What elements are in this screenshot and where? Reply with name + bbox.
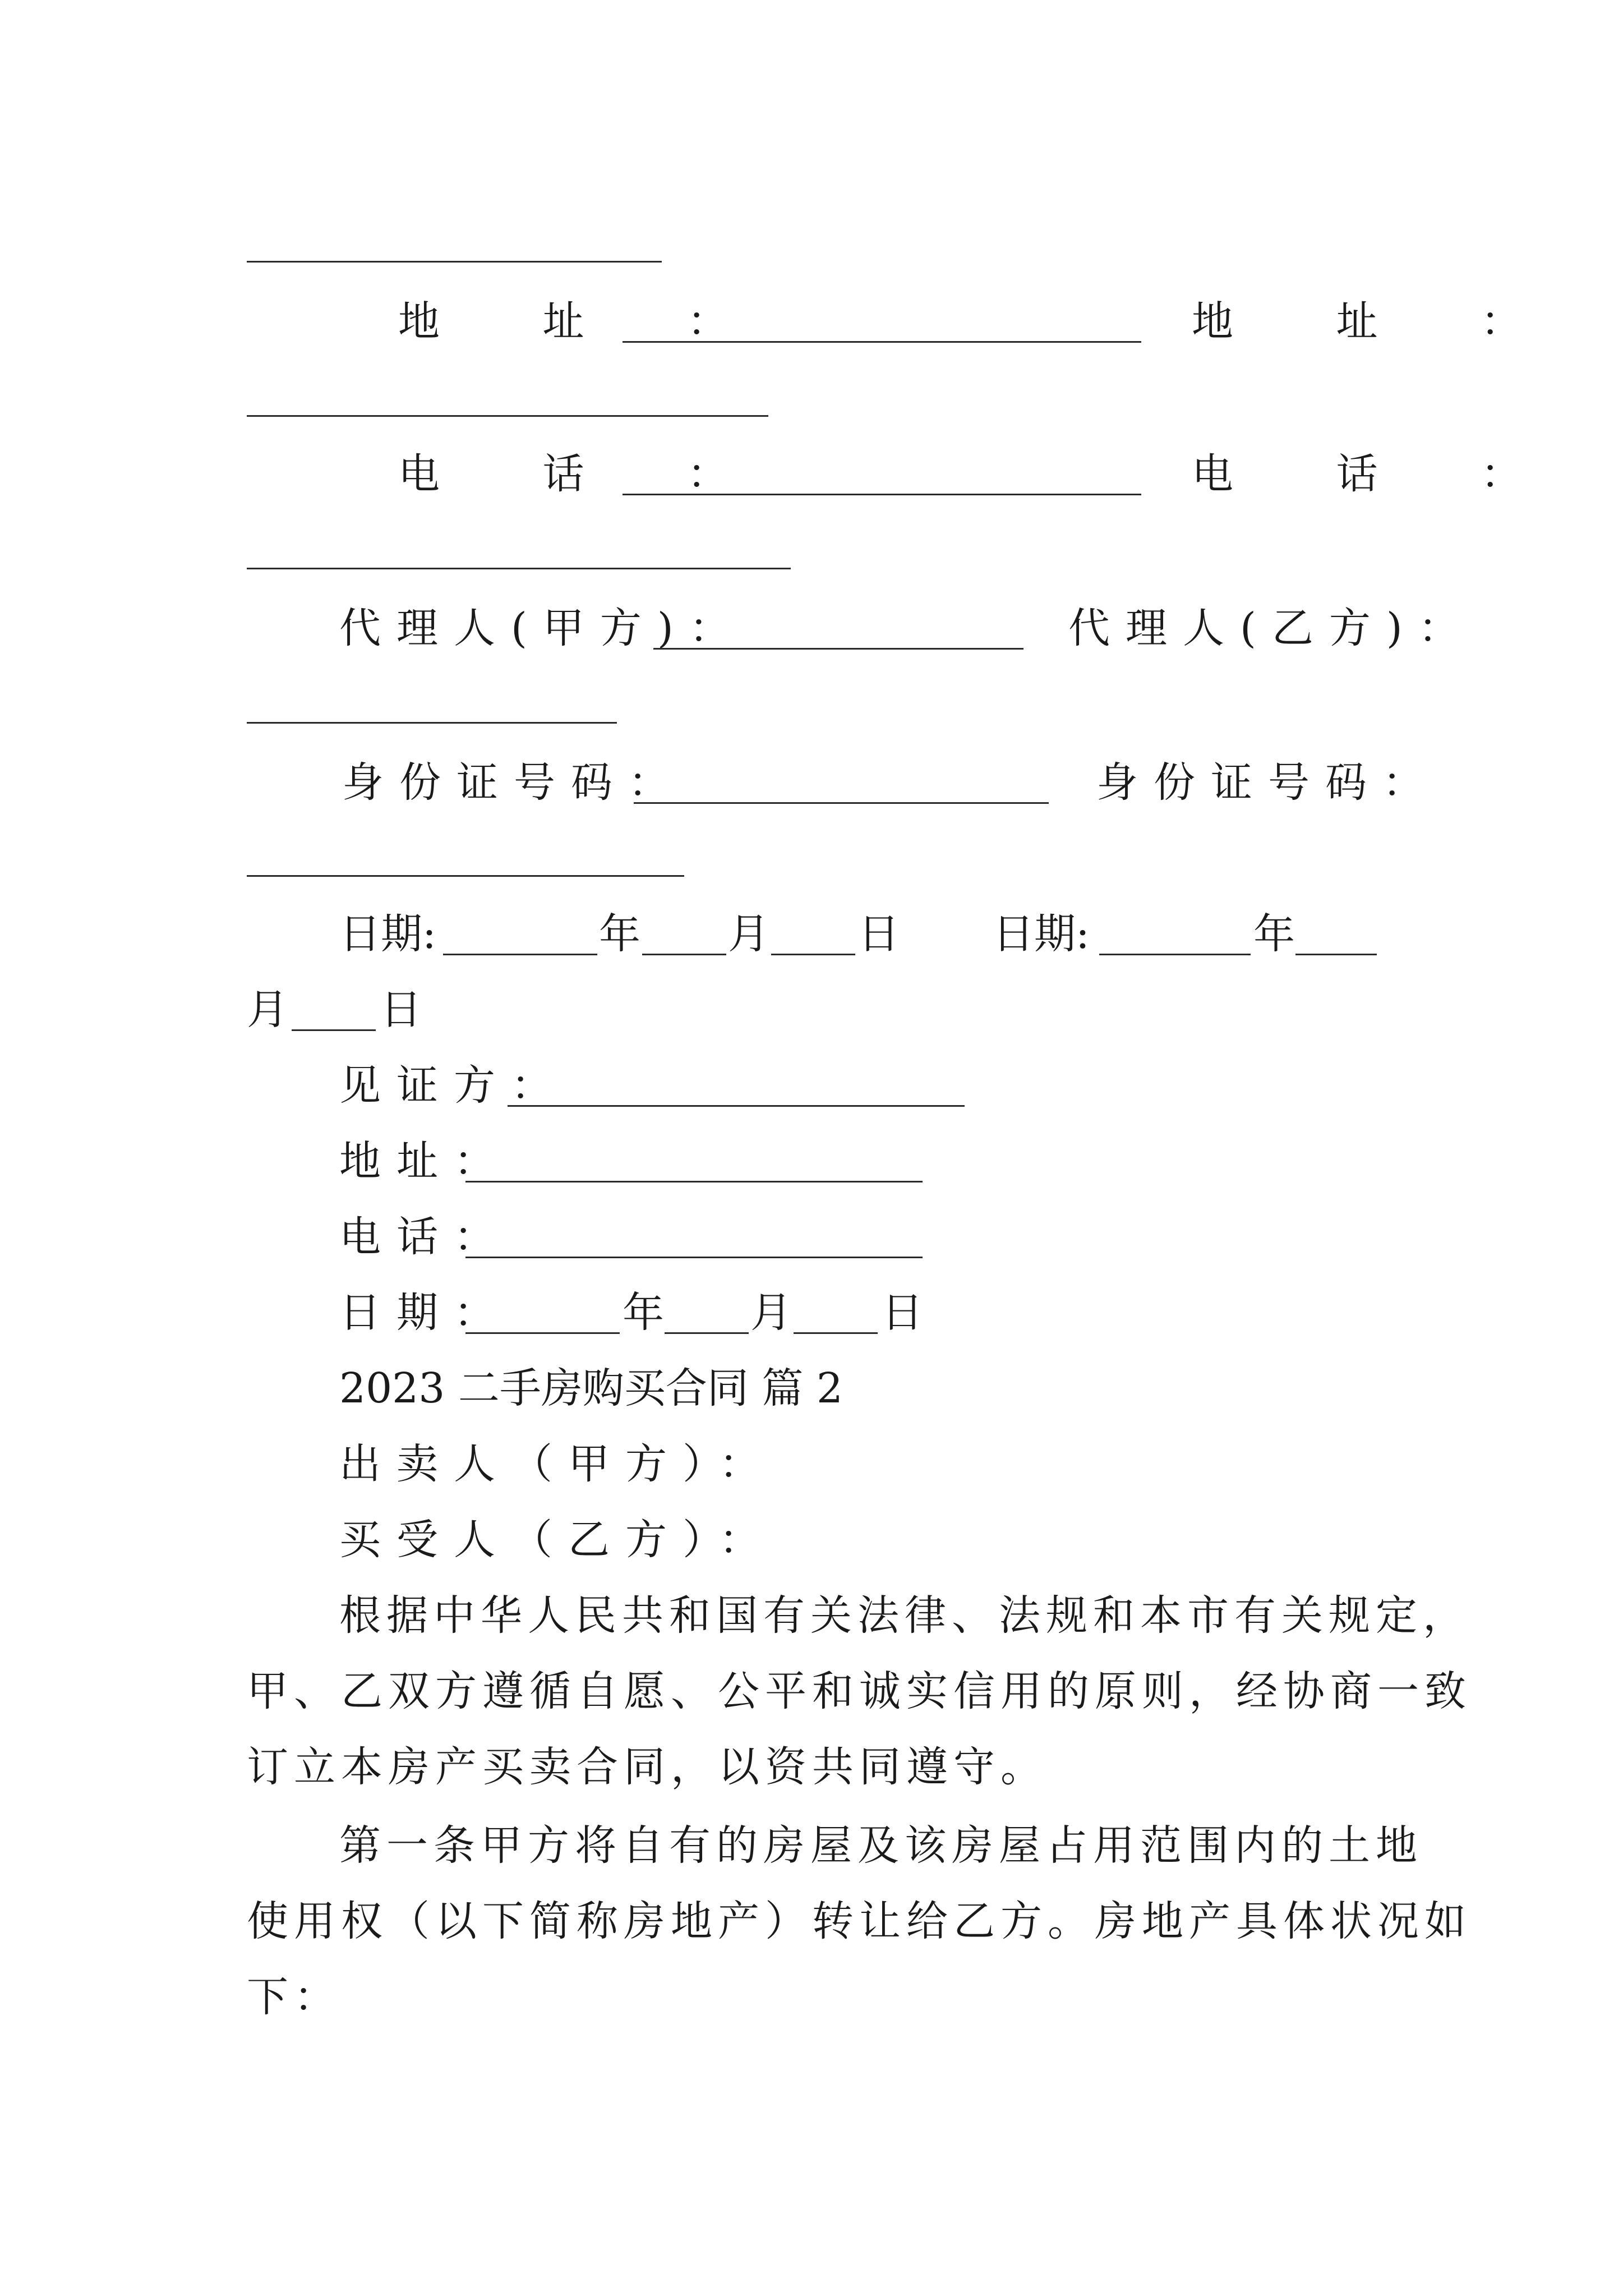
witness-day-blank	[794, 1332, 878, 1334]
paragraph-2-row-3	[0, 1966, 1623, 2028]
paragraph-1-row-3	[0, 1736, 1623, 1798]
witness-date-label: 日期：	[339, 1289, 511, 1337]
agent-label-party-a: 代理人(甲方)：	[339, 604, 746, 652]
paragraph-1-line-2: 甲、乙双方遵循自愿、公平和诚实信用的原则，经协商一致	[247, 1667, 1472, 1715]
date-label-party-a: 日期:	[339, 910, 436, 958]
witness-date-row	[0, 1282, 1623, 1343]
witness-month-label: 月	[750, 1289, 792, 1337]
witness-address-label: 地址：	[339, 1137, 511, 1185]
id-label-party-b: 身份证号码：	[1096, 758, 1440, 807]
witness-row	[0, 1055, 1623, 1116]
witness-year-blank	[465, 1332, 620, 1334]
witness-address-blank	[465, 1181, 923, 1182]
seller-label: 出卖人（甲方）：	[339, 1440, 776, 1488]
day-label-party-b: 日	[380, 986, 422, 1034]
address-row	[0, 291, 1623, 352]
year-label-party-a: 年	[599, 910, 640, 958]
id-label-party-a: 身份证号码：	[342, 758, 685, 807]
month-label-party-a: 月	[728, 910, 769, 958]
month-blank-party-b	[1295, 954, 1377, 955]
buyer-row	[0, 1509, 1623, 1571]
day-blank-party-a	[771, 954, 855, 955]
paragraph-1	[0, 1585, 1623, 1646]
witness-label: 见证方：	[339, 1061, 568, 1110]
address-blank-party-a	[623, 341, 1141, 343]
address-label-party-b: 地 址 ：	[1192, 297, 1567, 346]
phone-blank-party-a	[623, 494, 1141, 495]
section-heading-row	[0, 1358, 1623, 1419]
witness-phone-label: 电话：	[339, 1213, 511, 1261]
witness-address-row	[0, 1130, 1623, 1192]
phone-label-party-a: 电 话 ：	[398, 450, 774, 498]
paragraph-1-row-2	[0, 1660, 1623, 1722]
month-label-party-b: 月	[247, 986, 288, 1034]
paragraph-1-line-1: 根据中华人民共和国有关法律、法规和本市有关规定，	[339, 1591, 1470, 1640]
section-heading: 2023 二手房购买合同 篇 2	[339, 1364, 843, 1412]
month-blank-party-a	[642, 954, 726, 955]
year-blank-party-b	[1099, 954, 1251, 955]
address-label-party-a: 地 址 ：	[398, 297, 774, 346]
witness-day-label: 日	[882, 1289, 923, 1337]
paragraph-2-row-2	[0, 1890, 1623, 1952]
witness-phone-blank	[465, 1257, 923, 1258]
id-blank-party-a	[634, 802, 1049, 804]
witness-blank	[508, 1105, 965, 1107]
witness-month-blank	[665, 1332, 749, 1334]
agent-blank-party-a	[653, 648, 1023, 650]
paragraph-2-line-1: 第一条甲方将自有的房屋及该房屋占用范围内的土地	[339, 1821, 1423, 1870]
agent-label-party-b: 代理人(乙方)：	[1068, 604, 1476, 652]
day-label-party-a: 日	[858, 910, 900, 958]
witness-phone-row	[0, 1206, 1623, 1268]
phone-row	[0, 443, 1623, 505]
buyer-label: 买受人（乙方）：	[339, 1516, 776, 1564]
paragraph-2-line-2: 使用权（以下简称房地产）转让给乙方。房地产具体状况如	[247, 1897, 1472, 1945]
year-label-party-b: 年	[1253, 910, 1295, 958]
id-number-row	[0, 752, 1623, 813]
date-row-continued	[0, 979, 1623, 1041]
date-row	[0, 903, 1623, 965]
day-blank-party-b	[292, 1029, 376, 1031]
witness-year-label: 年	[623, 1289, 664, 1337]
id-blank-party-b	[247, 875, 684, 877]
phone-blank-party-b	[247, 568, 791, 569]
paragraph-2-line-3: 下：	[247, 1973, 341, 2021]
address-blank-party-b	[247, 415, 768, 417]
year-blank-party-a	[443, 954, 597, 955]
agent-row	[0, 597, 1623, 659]
phone-label-party-b: 电 话 ：	[1192, 450, 1567, 498]
paragraph-1-line-3: 订立本房产买卖合同，以资共同遵守。	[247, 1743, 1048, 1791]
signature-blank-line	[247, 261, 662, 263]
paragraph-2	[0, 1815, 1623, 1876]
seller-row	[0, 1433, 1623, 1495]
date-label-party-b: 日期:	[993, 910, 1090, 958]
agent-blank-party-b	[247, 722, 617, 724]
